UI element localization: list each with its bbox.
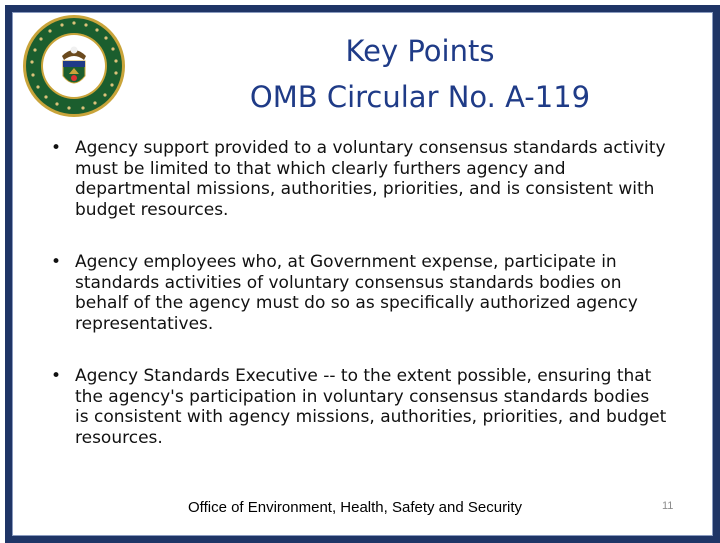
bullet-item [48,138,668,220]
title-line-1: Key Points [345,34,495,68]
footer-office: Office of Environment, Health, Safety and Security [188,499,523,516]
bullet-text: Agency employees who, at Government expense, participate in standards activities of voluntary consensus standards bodies on behalf of the agency must do so as specifically authorized agency representatives. [75,252,638,334]
bullet-text: Agency support provided to a voluntary consensus standards activity must be limited to that which clearly furthers agency and departmental missions, authorities, priorities, and is consistent with budget resources. [75,138,666,220]
doe-seal-icon [22,14,126,118]
bullet-marker: • [51,138,62,158]
bullet-text: Agency Standards Executive -- to the extent possible, ensuring that the agency's participation in voluntary consensus standards bodies is consistent with agency missions, authorities, priorities, and budget resources. [75,366,667,448]
bullet-item [48,252,668,334]
bullet-item [48,366,668,448]
bullet-marker: • [51,252,62,272]
bullet-marker: • [51,366,62,386]
title-line-2: OMB Circular No. A-119 [249,80,591,114]
page-number: 11 [662,500,674,512]
bullet-list [48,138,668,448]
slide-title [170,28,670,120]
